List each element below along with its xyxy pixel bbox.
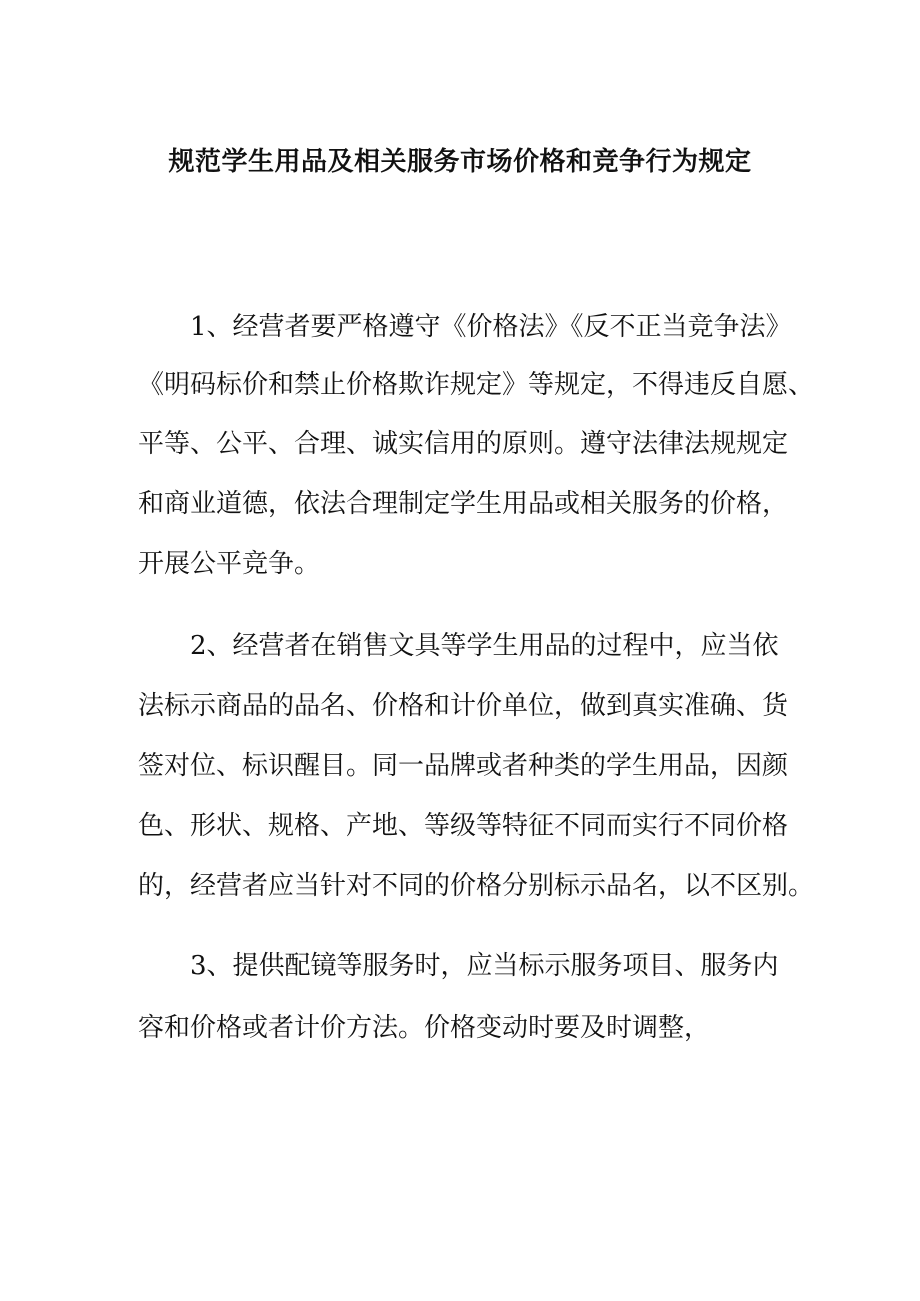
paragraph-3-line-1: 3、提供配镜等服务时，应当标示服务项目、服务内	[138, 951, 779, 981]
paragraph-1-line-1: 1、经营者要严格遵守《价格法》《反不正当竞争法》	[138, 312, 792, 342]
paragraph-1-line-5: 开展公平竞争。	[138, 549, 321, 579]
paragraph-1-line-2: 《明码标价和禁止价格欺诈规定》等规定，不得违反自愿、	[138, 370, 815, 400]
document-title: 规范学生用品及相关服务市场价格和竞争行为规定	[168, 147, 752, 177]
paragraph-3-line-2: 容和价格或者计价方法。价格变动时要及时调整，	[138, 1013, 711, 1043]
paragraph-2-line-3: 签对位、标识醒目。同一品牌或者种类的学生用品，因颜	[138, 751, 789, 781]
paragraph-2-line-1: 2、经营者在销售文具等学生用品的过程中，应当依	[138, 631, 779, 661]
paragraph-1-line-4: 和商业道德，依法合理制定学生用品或相关服务的价格，	[138, 489, 789, 519]
paragraph-2-line-5: 的，经营者应当针对不同的价格分别标示品名，以不区别。	[138, 871, 815, 901]
paragraph-1-line-3: 平等、公平、合理、诚实信用的原则。遵守法律法规规定	[138, 429, 789, 459]
paragraph-2-line-2: 法标示商品的品名、价格和计价单位，做到真实准确、货	[138, 691, 789, 721]
paragraph-2-line-4: 色、形状、规格、产地、等级等特征不同而实行不同价格	[138, 811, 789, 841]
